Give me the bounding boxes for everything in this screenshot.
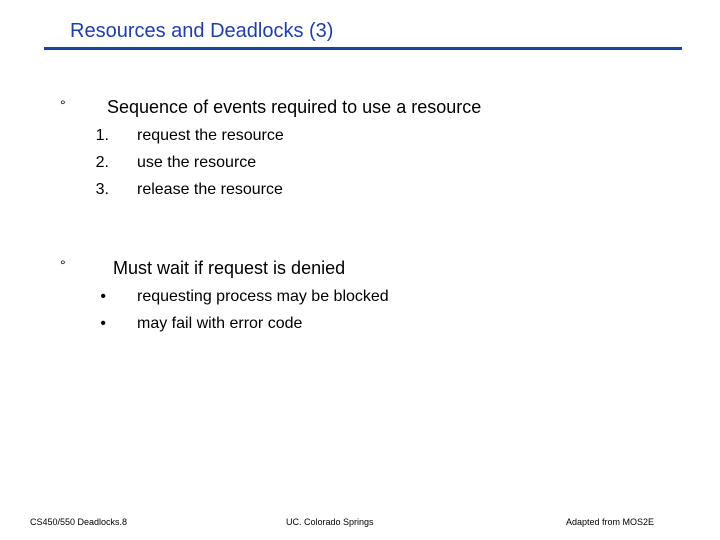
list-marker: 1.	[95, 127, 109, 144]
list-marker: 2.	[95, 154, 109, 171]
list-item: request the resource	[137, 127, 284, 144]
list-marker: 3.	[95, 181, 109, 198]
list-item: use the resource	[137, 154, 257, 171]
list-item: may fail with error code	[137, 315, 303, 332]
bullet-icon: •	[100, 315, 106, 332]
section-bullet-icon: °	[60, 257, 66, 273]
list-item: requesting process may be blocked	[137, 288, 389, 305]
footer-center: UC. Colorado Springs	[286, 517, 374, 527]
footer-left: CS450/550 Deadlocks.8	[30, 517, 128, 527]
section-heading: Must wait if request is denied	[113, 258, 346, 278]
footer-right: Adapted from MOS2E	[566, 517, 655, 527]
list-item: release the resource	[137, 181, 283, 198]
slide-title: Resources and Deadlocks (3)	[70, 20, 334, 42]
bullet-icon: •	[100, 288, 106, 305]
section-heading: Sequence of events required to use a resource	[107, 97, 482, 117]
section-bullet-icon: °	[60, 97, 66, 113]
title-underline	[44, 47, 682, 50]
